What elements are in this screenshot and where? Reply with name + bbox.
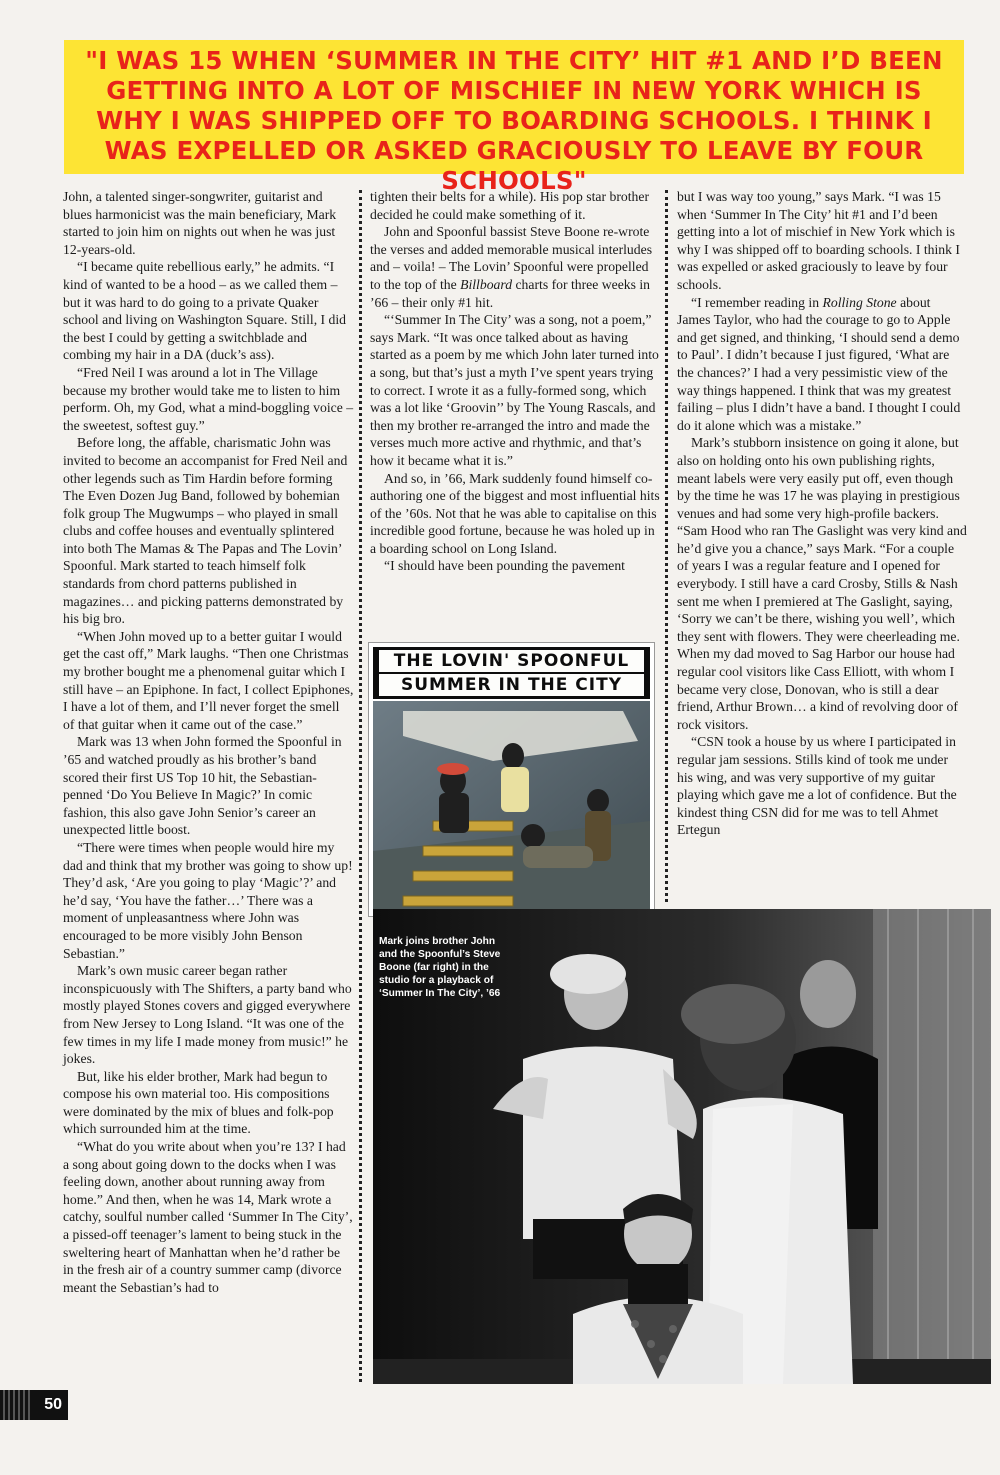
album-header — [373, 647, 650, 699]
paragraph: Mark’s stubborn insistence on going it alone, but also on holding onto his own publishing rights, meant labels were very easily put off, even though by the time he was 17 he was playing in prestigious venues and had some very high-profile backers. “Sam Hood who ran The Gaslight was very kind and he’d give you a chance,” says Mark. “For a couple of years I was a regular feature and I opened for everybody. I still have a card Crosby, Stills & Nash sent me when I premiered at The Gaslight, saying, ‘Sorry we can’t be there, wishing you well’, which they sent with flowers. They were cheerleading me. When my dad moved to Sag Harbor our house had regular cool visitors like Cass Elliott, with whom I became very close, Donovan, who is still a dear friend, Arthur Brown… a kind of revolving door of rock visitors. — [677, 435, 967, 732]
paragraph: But, like his elder brother, Mark had begun to compose his own material too. His compositions were dominated by the mix of blues and folk-pop which surrounded him at the time. — [63, 1068, 334, 1137]
paragraph: tighten their belts for a while). His pop star brother decided he could make something of it. — [370, 189, 650, 222]
article-column-2 — [370, 188, 660, 575]
article-column-3 — [677, 188, 967, 839]
paragraph: “I became quite rebellious early,” he admits. “I kind of wanted to be a hood – as we called them – but it was hard to do going to a private Quaker school and living on Washington Square. Still, I did the best I could by getting a switchblade and combing my hair in a DA (duck’s ass). — [63, 259, 347, 363]
paragraph: Before long, the affable, charismatic John was invited to become an accompanist for Fred Neil and other legends such as Tim Hardin before forming The Even Dozen Jug Band, followed by bohemian folk group The Mugwumps – who played in small clubs and coffee houses and eventually splintered into both The Mamas & The Papas and The Lovin’ Spoonful. Mark started to teach himself folk standards from chord patterns published in magazines… and picking patterns demonstrated by his big bro. — [63, 435, 348, 627]
column-divider — [359, 190, 362, 1382]
album-band-name: THE LOVIN' SPOONFUL — [379, 650, 644, 672]
photo-caption: Mark joins brother John and the Spoonful’s Steve Boone (far right) in the studio for a playback of ‘Summer In The City’, ’66 — [379, 936, 501, 999]
paragraph: “‘Summer In The City’ was a song, not a poem,” says Mark. “It was once talked about as having started as a poem by me which John later turned into a song, but that’s just a myth I’ve spent years trying to correct. I wrote it as a fully-formed song, which was a lot like ‘Groovin’’ by The Young Rascals, and then my brother re-arranged the intro and made the verses much more active and rhythmic, and that’s how it became what it is.” — [370, 312, 659, 468]
page-number: 50 — [0, 1390, 68, 1420]
paragraph: “CSN took a house by us where I participated in regular jam sessions. Stills kind of took me under his wing, and was very supportive of my guitar playing which gave me a lot of confidence. But the kindest thing CSN did for me was to tell Ahmet Ertegun — [677, 734, 957, 838]
paragraph: Mark’s own music career began rather inconspicuously with The Shifters, a party band who mostly played Stones covers and gigged everywhere from New Jersey to Long Island. “It was one of the few times in my life I made money from music!” he jokes. — [63, 963, 352, 1067]
paragraph: John, a talented singer-songwriter, guitarist and blues harmonicist was the main beneficiary, Mark started to join him on nights out when he was just 12-years-old. — [63, 189, 337, 257]
paragraph: “I should have been pounding the pavement — [384, 558, 625, 574]
paragraph: “What do you write about when you’re 13? I had a song about going down to the docks when I was feeling down, another about running away from home.” And then, when he was 14, Mark wrote a catchy, soulful number called ‘Summer In The City’, a pissed-off teenager’s lament to being stuck in the sweltering heart of Manhattan when he’d rather be in the fresh air of a country summer camp (divorce meant the Sebastian’s had to — [63, 1139, 353, 1295]
paragraph: Mark was 13 when John formed the Spoonful in ’65 and watched proudly as his brother’s band scored their first US Top 10 hit, the Sebastian-penned ‘Do You Believe In Magic?’ In comic fashion, this also gave John Senior’s career an unexpected little boost. — [63, 734, 342, 838]
paragraph: And so, in ’66, Mark suddenly found himself co-authoring one of the biggest and most influential hits of the ’60s. Not that he was able to capitalise on this incredible good fortune, because he was holed up in a boarding school on Long Island. — [370, 470, 660, 556]
paragraph: John and Spoonful bassist Steve Boone re-wrote the verses and added memorable musical interludes and – voila! – The Lovin’ Spoonful were propelled to the top of the Billboard charts for three weeks in ’66 – their only #1 hit. — [370, 224, 653, 310]
paragraph: “I remember reading in Rolling Stone about James Taylor, who had the courage to go to Apple and get signed, and thinking, ‘I should send a demo to Paul’. I didn’t because I just figured, ‘What are the chances?’ I had a very pessimistic view of the way things happened. I think that was my greatest failing – plus I didn’t have a band. I thought I could do it alone which was a mistake.” — [677, 294, 961, 433]
paragraph: “Fred Neil I was around a lot in The Village because my brother would take me to listen to him perform. Oh, my God, what a mind-boggling voice – the sweetest, softest guy.” — [63, 364, 354, 433]
column-divider — [665, 190, 668, 902]
paragraph: but I was way too young,” says Mark. “I was 15 when ‘Summer In The City’ hit #1 and I’d been getting into a lot of mischief in New York which is why I was shipped off to boarding schools. I think I was expelled or asked graciously to leave by four schools. — [677, 189, 960, 292]
band-photo — [373, 701, 650, 913]
album-single-title: SUMMER IN THE CITY — [379, 674, 644, 696]
page-number-bar — [0, 1390, 30, 1420]
paragraph: “There were times when people would hire my dad and think that my brother was going to show up! They’d ask, ‘Are you going to play ‘Magic’?’ and he’d say, ‘You have the father…’ There was a moment of unpleasantness where John was encouraged to be more visibly John Benson Sebastian.” — [63, 839, 353, 961]
pull-quote: "I WAS 15 WHEN ‘SUMMER IN THE CITY’ HIT #1 AND I’D BEEN GETTING INTO A LOT OF MISCHIEF IN NEW YORK WHICH IS WHY I WAS SHIPPED OFF TO BOARDING SCHOOLS. I THINK I WAS EXPELLED OR ASKED GRACIOUSLY TO LEAVE BY FOUR SCHOOLS" — [64, 40, 964, 174]
paragraph: “When John moved up to a better guitar I would get the cast off,” Mark laughs. “Then one Christmas my brother bought me a phenomenal guitar which I still have – an Epiphone. In fact, I collect Epiphones, I have a lot of them, and I’ll never forget the smell of that guitar when it came out of the case.” — [63, 628, 354, 732]
article-column-1 — [63, 188, 354, 1388]
album-cover — [368, 642, 655, 917]
